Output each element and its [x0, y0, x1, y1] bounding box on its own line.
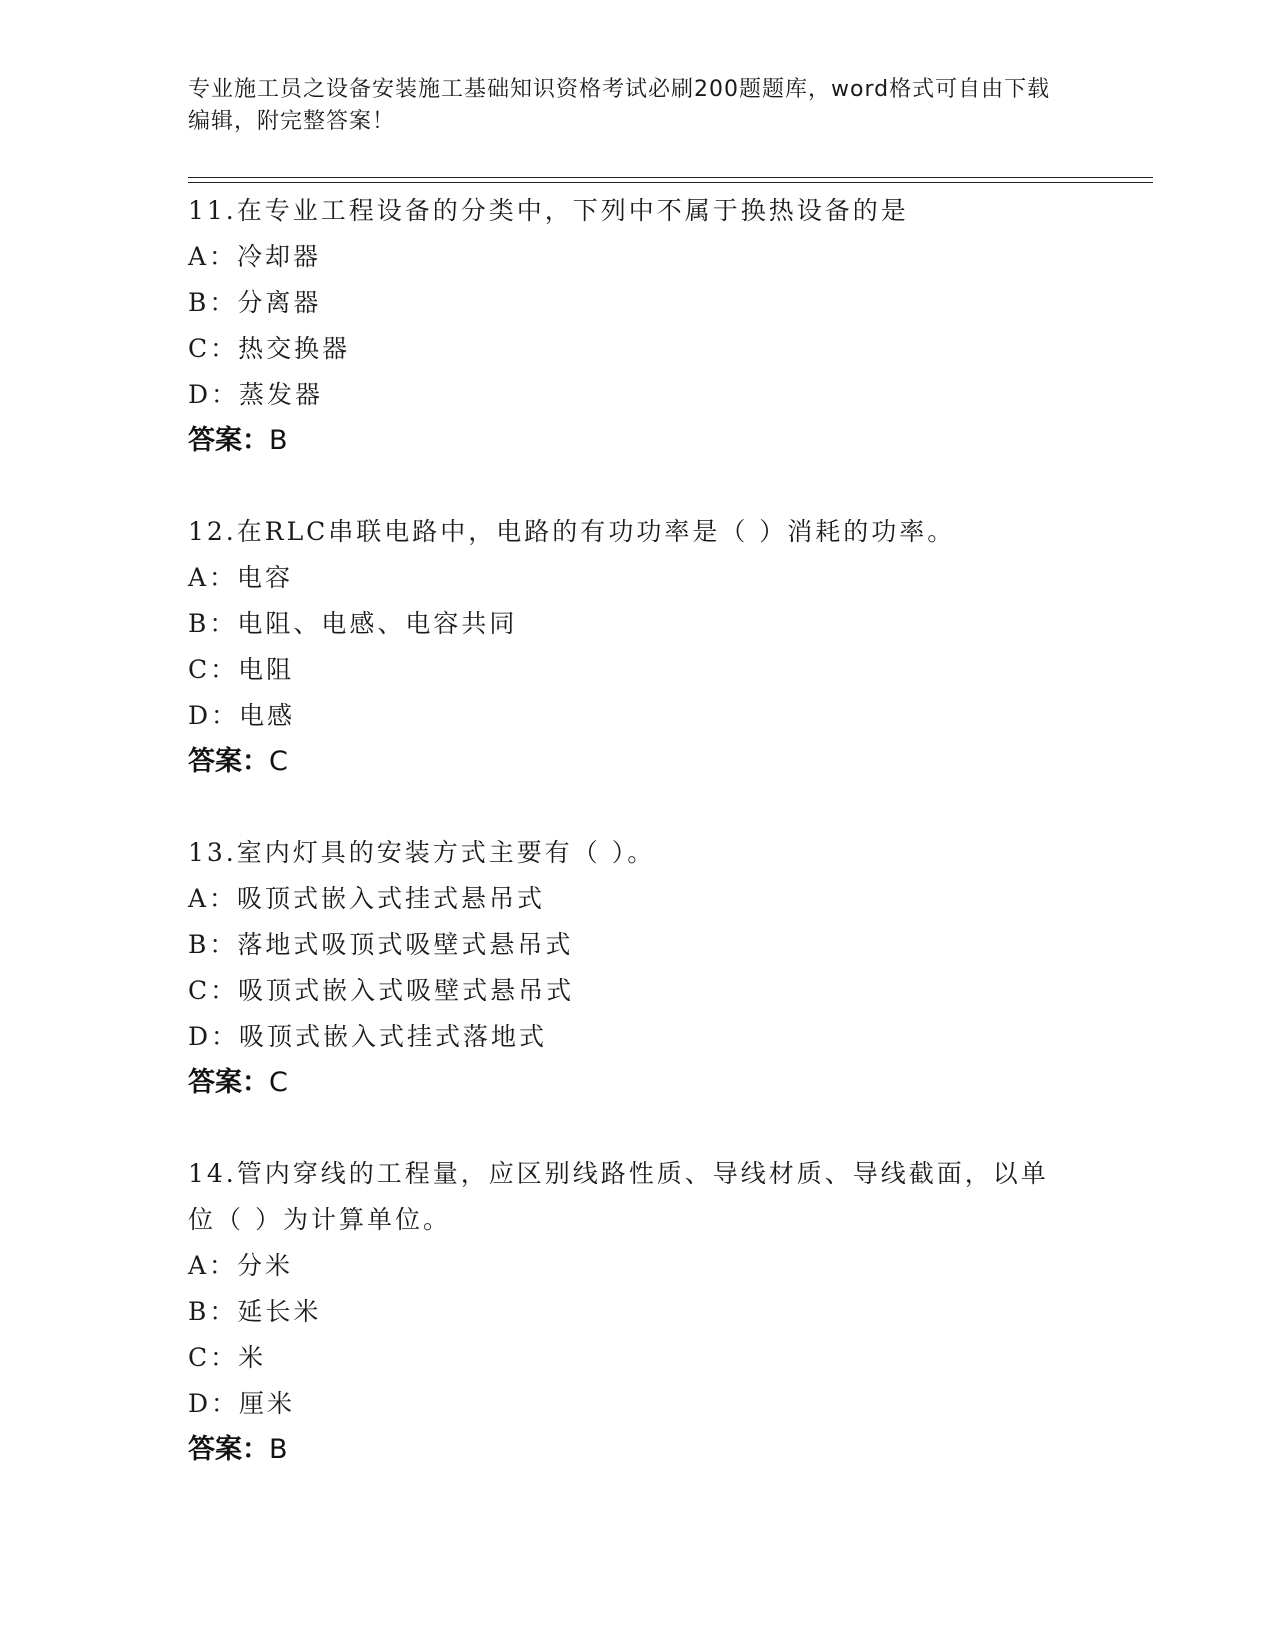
answer-value: C: [269, 1067, 288, 1098]
option-b: B：落地式吸顶式吸壁式悬吊式: [188, 930, 574, 959]
option-d: D：电感: [188, 701, 296, 730]
option-d: D：厘米: [188, 1389, 296, 1418]
answer-line: [188, 1427, 1088, 1473]
answer-label: 答案：: [188, 1067, 269, 1098]
question-11: [188, 188, 1088, 464]
option-a: A：电容: [188, 563, 294, 592]
option-b: B：电阻、电感、电容共同: [188, 609, 518, 638]
option-d: D：蒸发器: [188, 380, 324, 409]
answer-label: 答案：: [188, 746, 269, 777]
option-a: A：冷却器: [188, 242, 322, 271]
question-stem: 11.在专业工程设备的分类中，下列中不属于换热设备的是: [188, 196, 909, 225]
question-stem: 13.室内灯具的安装方式主要有（ ）。: [188, 838, 656, 867]
header-divider-top: [188, 177, 1153, 178]
question-14: [188, 1151, 1088, 1473]
answer-label: 答案：: [188, 425, 269, 456]
option-c: C：电阻: [188, 655, 295, 684]
question-stem: 14.管内穿线的工程量，应区别线路性质、导线材质、导线截面，以单位（ ）为计算单位。: [188, 1159, 1049, 1234]
document-title: 专业施工员之设备安装施工基础知识资格考试必刷200题题库，word格式可自由下载编辑，附完整答案！: [188, 77, 1051, 134]
answer-line: [188, 418, 1088, 464]
option-b: B：延长米: [188, 1297, 322, 1326]
answer-line: [188, 739, 1088, 785]
option-a: A：分米: [188, 1251, 294, 1280]
option-c: C：热交换器: [188, 334, 351, 363]
question-list: [188, 188, 1088, 1518]
answer-value: B: [269, 425, 288, 456]
question-12: [188, 509, 1088, 785]
option-b: B：分离器: [188, 288, 322, 317]
option-c: C：米: [188, 1343, 267, 1372]
answer-line: [188, 1060, 1088, 1106]
option-a: A：吸顶式嵌入式挂式悬吊式: [188, 884, 546, 913]
option-d: D：吸顶式嵌入式挂式落地式: [188, 1022, 548, 1051]
option-c: C：吸顶式嵌入式吸壁式悬吊式: [188, 976, 575, 1005]
answer-value: B: [269, 1434, 288, 1465]
header-divider-bottom: [188, 182, 1153, 183]
question-13: [188, 830, 1088, 1106]
question-stem: 12.在RLC串联电路中，电路的有功功率是（ ）消耗的功率。: [188, 517, 956, 546]
answer-label: 答案：: [188, 1434, 269, 1465]
answer-value: C: [269, 746, 288, 777]
